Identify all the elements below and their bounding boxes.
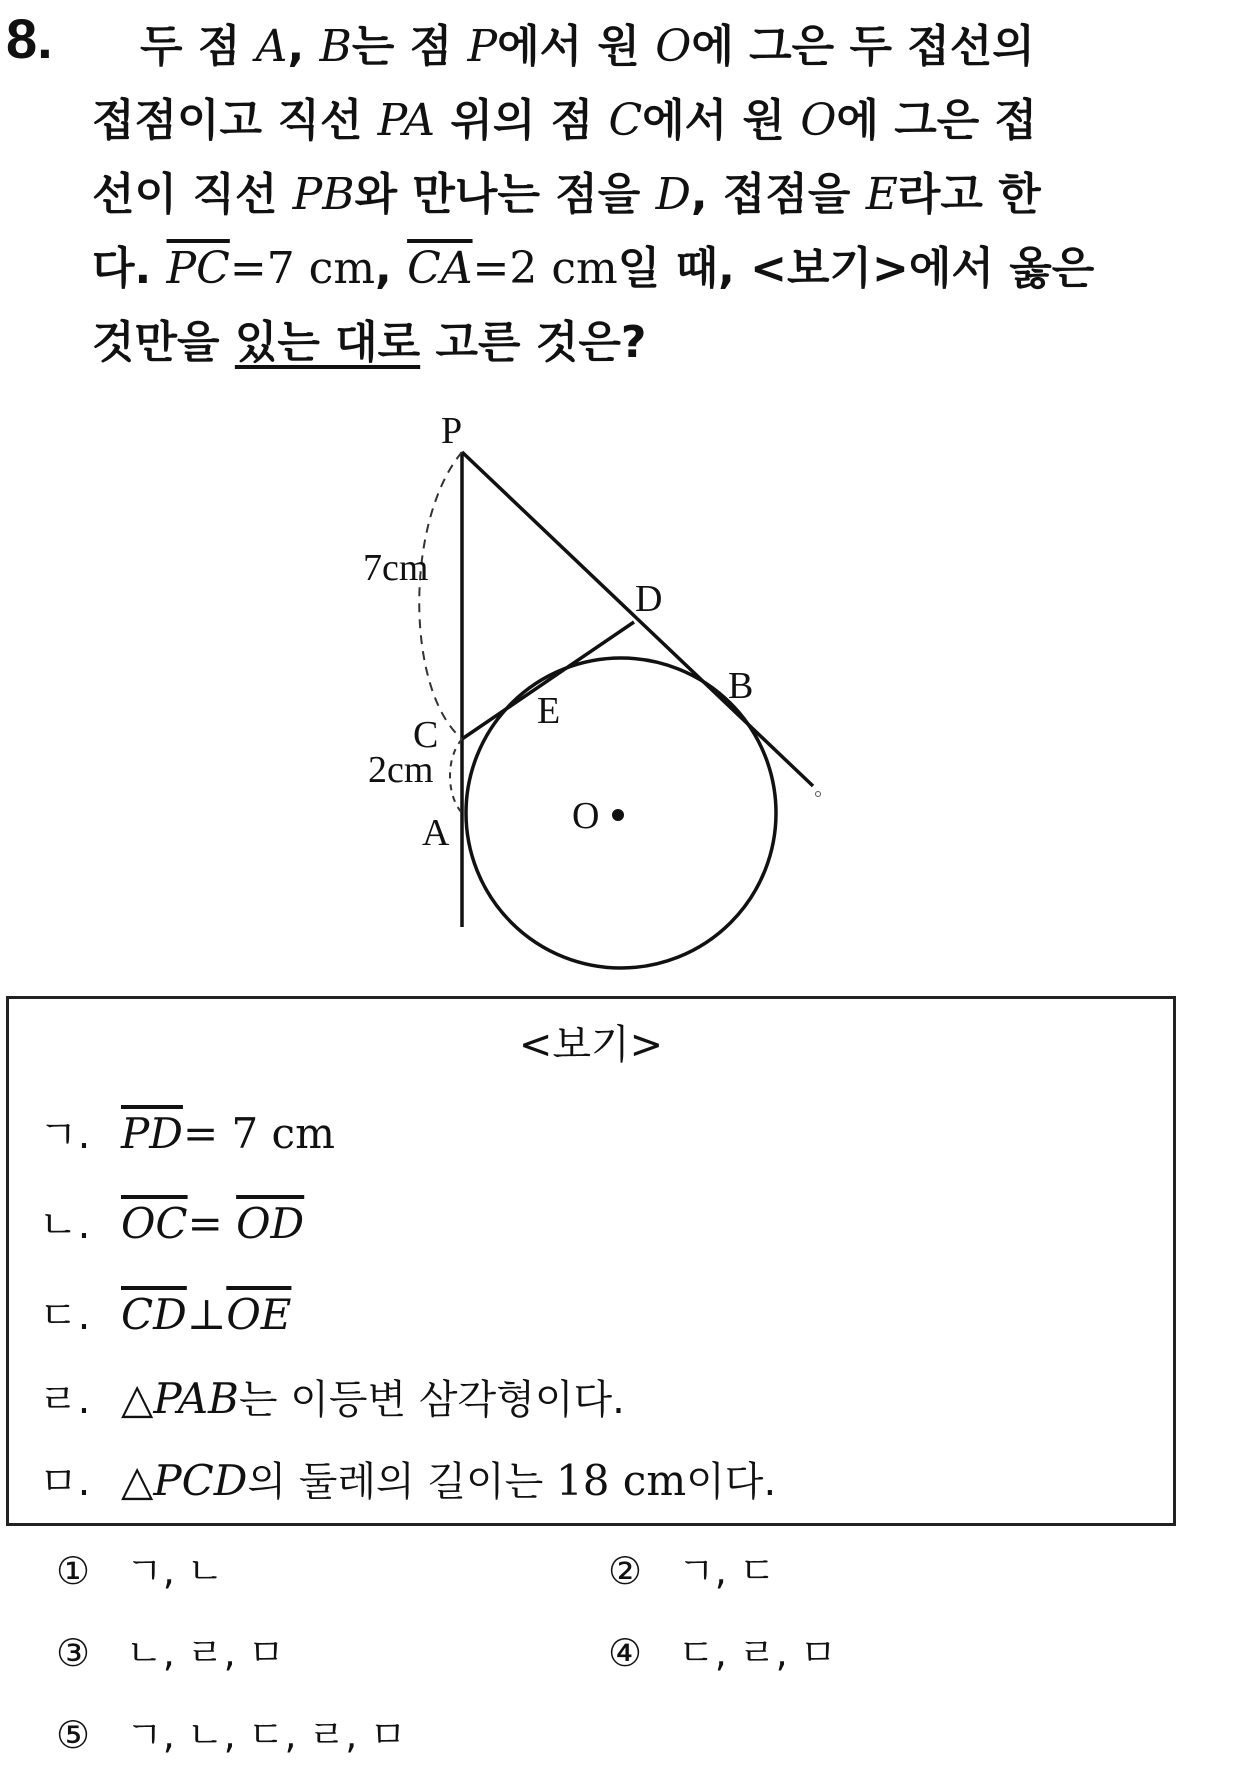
brace-pc xyxy=(419,452,462,739)
stem-line-5: 것만을 있는 대로 고른 것은? xyxy=(92,317,647,368)
bogi-item-2: ㄴ. $\overline{OC}= \overline{OD}$ xyxy=(39,1199,305,1248)
label-b: B xyxy=(728,665,754,707)
label-p: P xyxy=(441,410,463,452)
stem-line-3: 선이 직선 PB와 만나는 점을 D, 접점을 E라고 한 xyxy=(92,169,1041,220)
answer-choice-1[interactable]: ① ㄱ, ㄴ xyxy=(56,1549,224,1593)
label-c: C xyxy=(413,714,439,756)
answer-choice-2[interactable]: ② ㄱ, ㄷ xyxy=(608,1549,776,1593)
bogi-item-3: ㄷ. $\overline{CD}\perp\overline{OE}$ xyxy=(39,1290,292,1339)
answer-choice-4[interactable]: ④ ㄷ, ㄹ, ㅁ xyxy=(608,1631,837,1675)
center-dot xyxy=(612,809,624,821)
length-pc: 7cm xyxy=(363,547,429,589)
question-number: 8. xyxy=(6,7,53,70)
question-stem xyxy=(92,10,1192,380)
bogi-item-5: ㅁ. △PCD의 둘레의 길이는 18 cm이다. xyxy=(39,1456,777,1505)
label-d: D xyxy=(635,578,663,620)
answer-choice-3[interactable]: ③ ㄴ, ㄹ, ㅁ xyxy=(56,1631,285,1675)
brace-ca xyxy=(450,739,462,813)
label-o: O xyxy=(572,795,600,837)
length-ca: 2cm xyxy=(368,749,434,791)
stem-line-2: 접점이고 직선 PA 위의 점 C에서 원 O에 그은 접 xyxy=(92,95,1038,146)
segment-pc: $\overline{PC}$ xyxy=(166,243,230,294)
bogi-title: <보기> xyxy=(518,1022,664,1068)
underlined-phrase: 있는 대로 xyxy=(234,317,421,368)
bogi-item-1: ㄱ. $\overline{PD}= 7$ cm xyxy=(39,1109,335,1158)
bogi-item-4: ㄹ. △PAB는 이등변 삼각형이다. xyxy=(39,1374,625,1423)
tangent-circle-diagram xyxy=(0,400,1234,990)
answer-choice-5[interactable]: ⑤ ㄱ, ㄴ, ㄷ, ㄹ, ㅁ xyxy=(56,1713,407,1757)
label-a: A xyxy=(422,812,450,854)
label-e: E xyxy=(537,690,561,732)
stem-line-4: 다. $\overline{PC}=7$ cm, $\overline{CA}=2$ cm일 때, <보기>에서 옳은 xyxy=(92,243,1095,294)
segment-ca: $\overline{CA}$ xyxy=(407,243,473,294)
geometry-figure xyxy=(0,400,1234,990)
stem-line-1: 두 점 A, B는 점 P에서 원 O에 그은 두 접선의 xyxy=(140,21,1035,72)
bogi-box xyxy=(6,996,1176,1526)
